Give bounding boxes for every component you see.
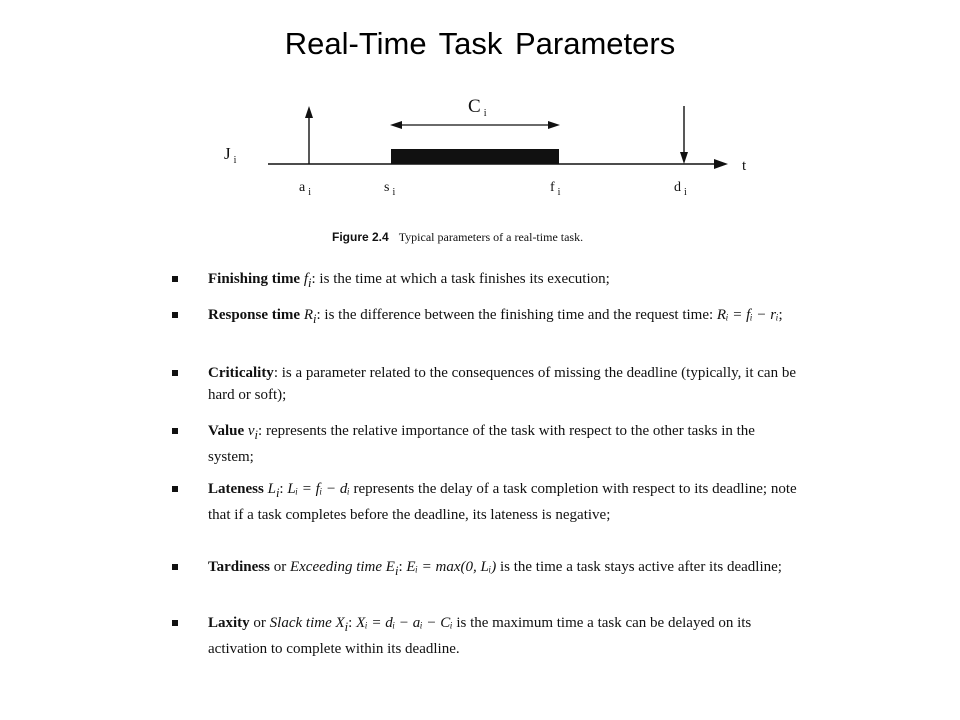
punctuation: : [348, 615, 353, 631]
figure-caption [332, 230, 583, 245]
formula: Lᵢ = fᵢ − dᵢ [287, 481, 350, 497]
symbol: $f_i$ [303, 271, 312, 290]
list-item [172, 556, 802, 582]
symbol: $E_i$ [385, 559, 399, 578]
list-item [172, 420, 802, 468]
tick-label-finish: f $_i$ [550, 180, 561, 198]
punctuation: ; [778, 307, 783, 323]
list-item [172, 478, 802, 526]
arrival-arrowhead [305, 106, 313, 118]
list-item [172, 268, 802, 294]
description: represents the delay of a task completion with respect to its deadline; note that if a task completes before the deadline, its lateness is negative; [208, 481, 797, 523]
connector: or [269, 559, 290, 575]
term-criticality: Criticality [208, 365, 274, 381]
punctuation: : [279, 481, 284, 497]
cost-right-arrowhead [548, 121, 560, 129]
symbol: $v_i$ [247, 423, 259, 442]
list-item [172, 362, 802, 406]
formula: Rᵢ = fᵢ − rᵢ [716, 307, 779, 323]
term-lateness: Lateness [208, 481, 264, 497]
cost-left-arrowhead [390, 121, 402, 129]
timeline-diagram [210, 92, 770, 222]
bullet-icon [172, 276, 178, 282]
task-label: J $_i$ [224, 144, 237, 166]
bullet-icon [172, 486, 178, 492]
formula: Xᵢ = dᵢ − aᵢ − Cᵢ [356, 615, 453, 631]
list-item [172, 304, 802, 330]
description: is the maximum time a task can be delayed on its activation to complete within its deadline. [208, 615, 752, 657]
term-laxity: Laxity [208, 615, 250, 631]
symbol: $L_i$ [267, 481, 280, 500]
slide-title: Real-Time Task Parameters [284, 26, 676, 61]
description: is the time a task stays active after its deadline; [496, 559, 782, 575]
bullet-icon [172, 370, 178, 376]
connector: or [249, 615, 270, 631]
description: : is a parameter related to the consequences of missing the deadline (typically, it can be hard or soft); [208, 365, 796, 403]
list-item [172, 612, 802, 660]
bullet-icon [172, 312, 178, 318]
bullet-icon [172, 564, 178, 570]
formula: Eᵢ = max(0, Lᵢ) [406, 559, 497, 575]
symbol: $X_i$ [335, 615, 349, 634]
tick-label-start: s $_i$ [384, 180, 396, 198]
symbol: $R_i$ [303, 307, 317, 326]
description: : represents the relative importance of the task with respect to the other tasks in the system; [208, 423, 755, 465]
deadline-arrowhead [680, 152, 688, 164]
execution-block [391, 149, 559, 164]
term-value: Value [208, 423, 245, 439]
punctuation: : [398, 559, 403, 575]
bullet-icon [172, 620, 178, 626]
bullet-icon [172, 428, 178, 434]
term-response-time: Response time [208, 307, 301, 323]
caption-number: Figure 2.4 [332, 230, 389, 244]
cost-label: C $_i$ [468, 96, 487, 119]
tick-label-arrival: a $_i$ [299, 180, 311, 198]
task-timeline-figure [210, 92, 770, 252]
tick-label-deadline: d $_i$ [674, 180, 687, 198]
term-tardiness: Tardiness [208, 559, 270, 575]
caption-text: Typical parameters of a real-time task. [398, 230, 584, 244]
term-finishing-time: Finishing time [208, 271, 301, 287]
description: : is the time at which a task finishes its execution; [311, 271, 610, 287]
term-slack-time: Slack time [269, 615, 332, 631]
axis-arrowhead [714, 159, 728, 169]
axis-label: t [742, 158, 747, 174]
term-exceeding-time: Exceeding time [289, 559, 383, 575]
description: : is the difference between the finishing time and the request time: [316, 307, 714, 323]
